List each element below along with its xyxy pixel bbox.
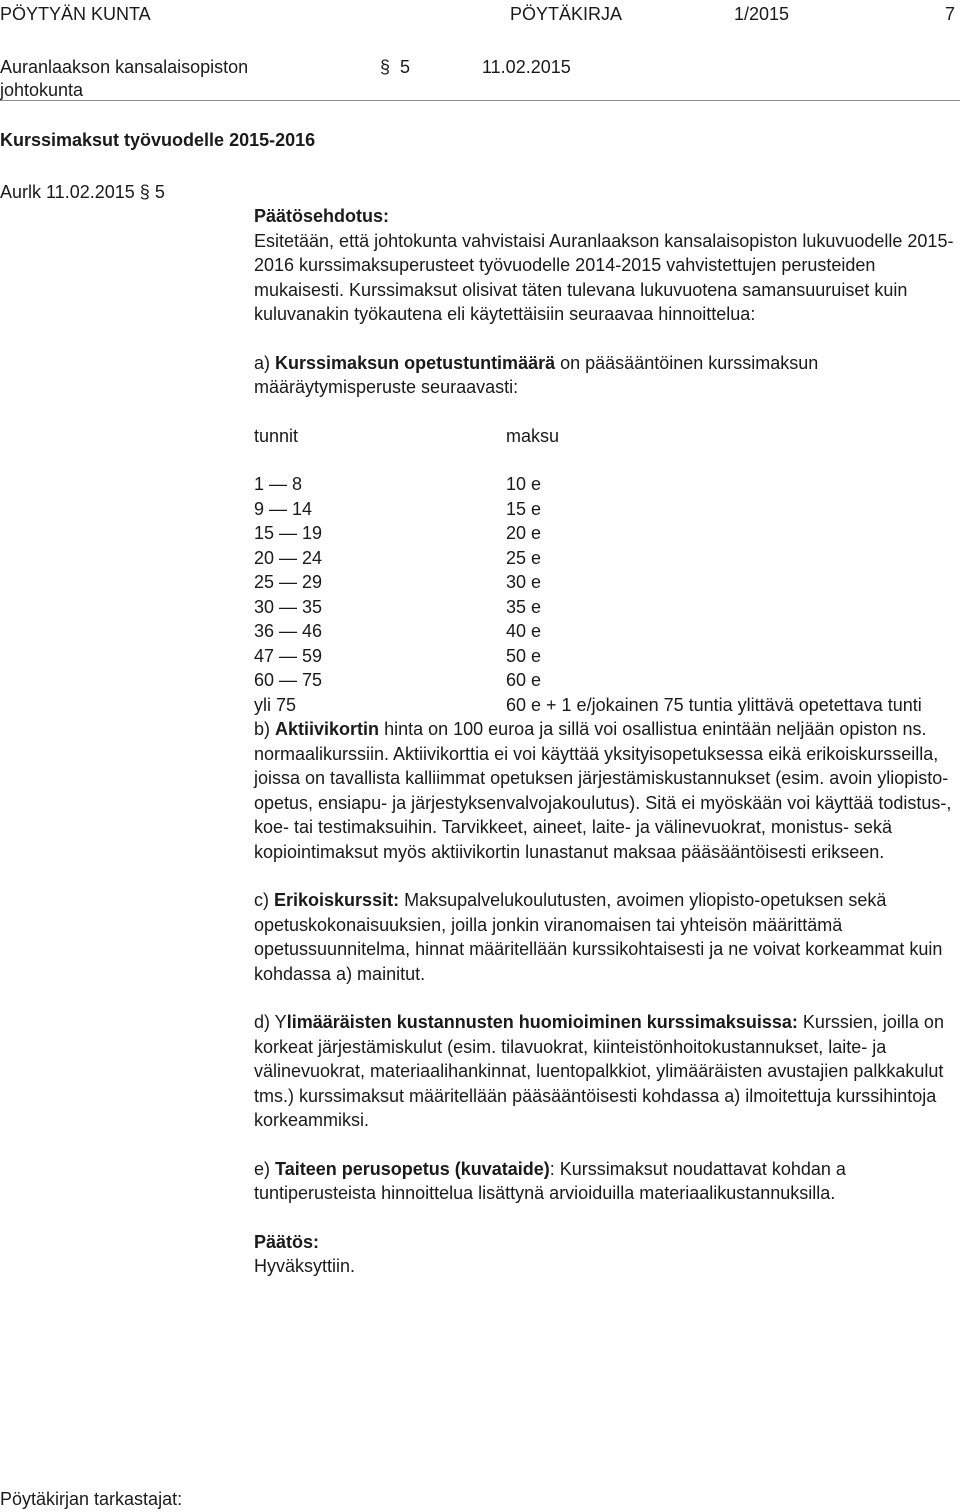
section-d-heading: limääräisten kustannusten huomioiminen kurssimaksuissa: [286, 1012, 798, 1032]
proposal-text [254, 229, 954, 327]
meeting-date: 11.02.2015 [482, 57, 571, 77]
fee-hours-cell: yli 75 [254, 694, 297, 715]
page-number: 7 [945, 4, 956, 24]
fee-table-row [254, 668, 954, 693]
section-c-prefix: c) [254, 890, 269, 910]
fee-amount-cell: 40 e [506, 621, 542, 641]
section-a-heading: Kurssimaksun opetustuntimäärä [275, 352, 556, 373]
fee-amount-cell: 20 e [506, 523, 542, 543]
fee-amount-cell: 30 e [506, 572, 542, 592]
item-reference-symbol: § [139, 182, 150, 202]
section-a [254, 351, 954, 400]
decision-label: Päätös: [254, 1231, 320, 1252]
section-symbol: § [380, 57, 391, 77]
section-b-text: hinta on 100 euroa ja sillä voi osallistua enintään neljään opiston ns. normaalikurssiin. Aktiivikorttia ei voi käyttää yksityisopetuksessa eikä erikoiskursseilla, joissa on tavallista kalliimmat opetuksen järjestämiskustannukset (esim. avoin yliopisto-opetus, ensiapu- ja järjestyksenvalvojakoulutus). Sitä ei myöskään voi käyttää todistus-, koe- tai testimaksuihin. Tarvikkeet, aineet, laite- ja välinevuokrat, monistus- sekä kopiointimaksut myös aktiivikortin lunastanut maksaa pääsääntöisesti erikseen. [254, 719, 952, 862]
section-c-heading: Erikoiskurssit: [274, 890, 400, 910]
section-b [254, 717, 954, 864]
proposal-text-part1: Esitetään, että johtokunta vahvistaisi Auranlaakson kansalaisopiston lukuvuodelle 2015-2016 kurssimaksuperusteet työvuodelle 2014-2015 vahvistettujen perusteiden mukaisesti. [254, 230, 954, 300]
section-c [254, 888, 954, 986]
section-d-prefix: d) Y [254, 1012, 287, 1032]
fee-table-header [254, 424, 954, 449]
fee-amount-cell: 25 e [506, 547, 542, 568]
fee-hours-cell: 47 — 59 [254, 645, 323, 666]
fee-amount-cell: 15 e [506, 498, 542, 519]
fee-header-fee: maksu [506, 425, 560, 446]
section-e [254, 1157, 954, 1206]
fee-table-row [254, 595, 954, 620]
section-a-text: on pääsääntöinen kurssimaksun määräytymisperuste seuraavasti: [254, 352, 819, 397]
fee-hours-cell: 15 — 19 [254, 523, 323, 543]
fee-table-row [254, 693, 954, 718]
fee-amount-cell: 50 e [506, 645, 542, 666]
document-type: PÖYTÄKIRJA [510, 4, 623, 24]
document-number: 1/2015 [734, 4, 790, 24]
fee-table-row [254, 497, 954, 522]
decision-text: Hyväksyttiin. [254, 1256, 356, 1276]
municipality-name: PÖYTYÄN KUNTA [0, 4, 151, 24]
item-title: Kurssimaksut työvuodelle 2015-2016 [0, 130, 316, 150]
fee-hours-cell: 30 — 35 [254, 596, 323, 617]
fee-hours-cell: 60 — 75 [254, 670, 323, 690]
committee-name-line2: johtokunta [0, 80, 84, 100]
header-divider [0, 100, 960, 101]
fee-amount-cell: 10 e [506, 474, 542, 494]
section-e-heading: Taiteen perusopetus (kuvataide) [275, 1158, 550, 1179]
section-b-heading: Aktiivikortin [275, 719, 380, 739]
fee-amount-cell: 35 e [506, 596, 542, 617]
section-a-prefix: a) [254, 352, 271, 373]
fee-hours-cell: 20 — 24 [254, 547, 323, 568]
item-reference-date: Aurlk 11.02.2015 [0, 182, 135, 202]
fee-table-row [254, 619, 954, 644]
section-number: 5 [400, 57, 411, 77]
section-c-text: Maksupalvelukoulutusten, avoimen yliopisto-opetuksen sekä opetuskokonaisuuksien, joilla jonkin viranomaisen tai yhteisön määrittämä opetussuunnitelma, hinnat määritellään kurssikohtaisesti ja ne voivat korkeammat kuin kohdassa a) mainitut. [254, 890, 943, 984]
section-b-prefix: b) [254, 719, 271, 739]
fee-table-row [254, 546, 954, 571]
item-reference-number: 5 [154, 182, 165, 202]
fee-table-row [254, 644, 954, 669]
fee-hours-cell: 25 — 29 [254, 572, 323, 592]
fee-table-row [254, 521, 954, 546]
section-e-prefix: e) [254, 1158, 271, 1179]
fee-table-row [254, 472, 954, 497]
fee-hours-cell: 9 — 14 [254, 498, 313, 519]
minutes-checkers-label: Pöytäkirjan tarkastajat: [0, 1489, 183, 1509]
section-e-text: : Kurssimaksut noudattavat kohdan a tuntiperusteista hinnoittelua lisättynä arvioiduilla materiaalikustannuksilla. [254, 1158, 846, 1203]
section-d-text: Kurssien, joilla on korkeat järjestämiskulut (esim. tilavuokrat, kiinteistönhoitokustannukset, laite- ja välinevuokrat, materiaalihankinnat, luentopalkkiot, ylimääräisten avustajien palkkakulut tms.) kurssimaksut määritellään pääsääntöisesti kohdassa a) ilmoitettuja kurssihintoja korkeammiksi. [254, 1012, 944, 1130]
fee-amount-cell: 60 e + 1 e/jokainen 75 tuntia ylittävä opetettava tunti [506, 694, 922, 715]
fee-hours-cell: 36 — 46 [254, 621, 323, 641]
fee-table [254, 472, 954, 717]
committee-name-line1: Auranlaakson kansalaisopiston [0, 57, 249, 77]
proposal-label: Päätösehdotus: [254, 206, 390, 226]
item-reference [0, 180, 165, 204]
fee-table-row [254, 570, 954, 595]
fee-hours-cell: 1 — 8 [254, 474, 303, 494]
fee-amount-cell: 60 e [506, 670, 542, 690]
fee-header-hours: tunnit [254, 425, 299, 446]
item-body [254, 204, 954, 1279]
section-d [254, 1010, 954, 1133]
proposal-text-part2: Kurssimaksut olisivat täten tulevana lukuvuotena samansuuruiset kuin kuluvanakin työkautena eli käytettäisiin seuraavaa hinnoittelua: [254, 279, 908, 324]
